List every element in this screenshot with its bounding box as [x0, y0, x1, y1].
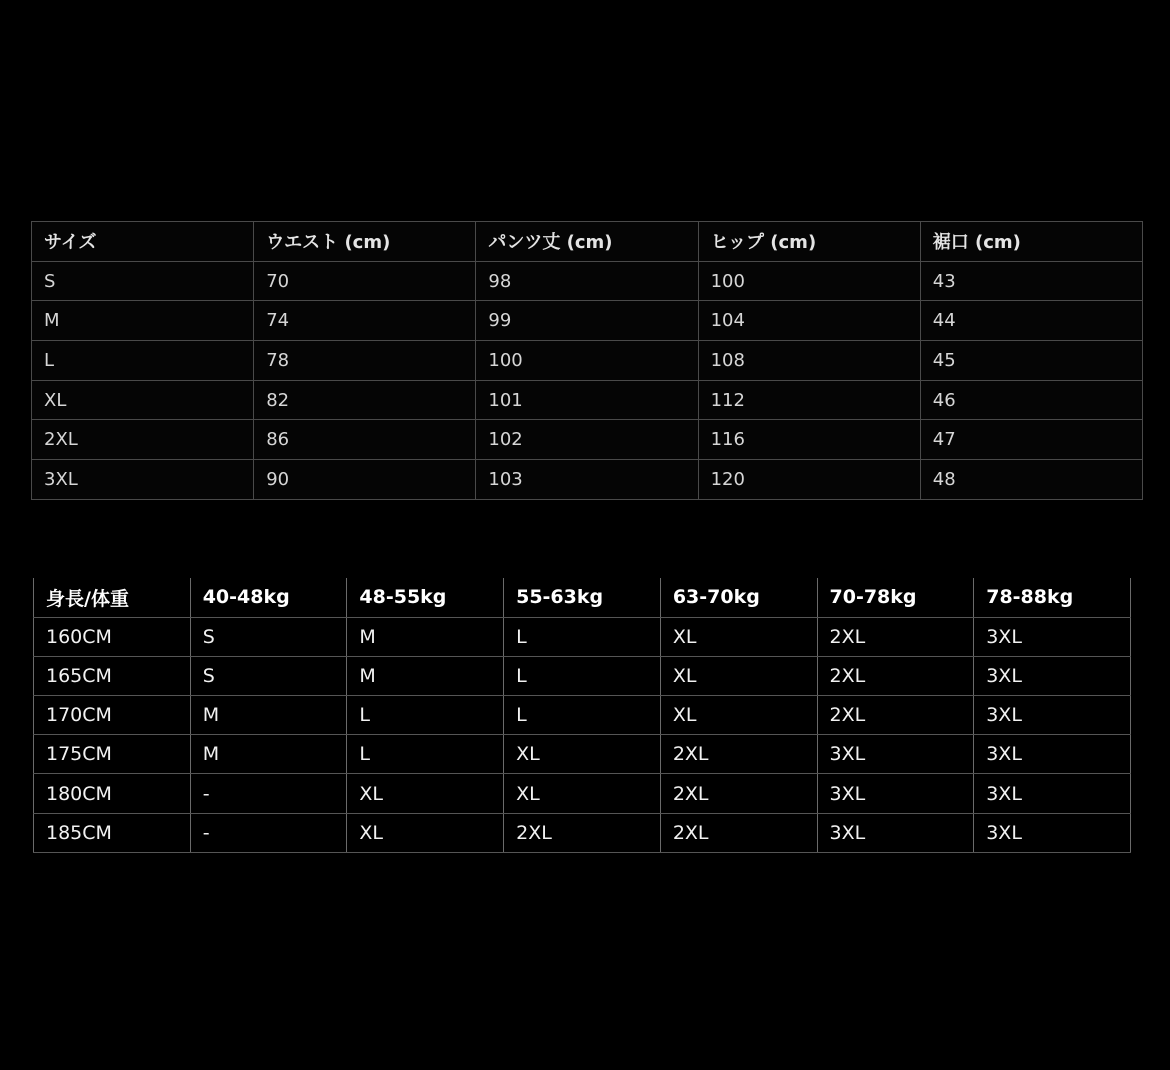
- table-cell: 74: [254, 301, 476, 341]
- table-cell: XL: [660, 696, 817, 735]
- table-cell: 100: [476, 341, 698, 381]
- header-weight-range: 78-88kg: [974, 578, 1131, 617]
- table-cell: XL: [660, 656, 817, 695]
- size-guide-header-row: [34, 578, 1131, 617]
- table-cell: L: [32, 341, 254, 381]
- table-cell: XL: [660, 617, 817, 656]
- measurements-header-row: [32, 222, 1143, 262]
- table-cell: 82: [254, 380, 476, 420]
- table-row: [34, 813, 1131, 852]
- table-cell: XL: [504, 774, 661, 813]
- table-cell: 103: [476, 460, 698, 500]
- table-cell: 102: [476, 420, 698, 460]
- table-cell: 46: [920, 380, 1142, 420]
- table-cell: -: [190, 813, 347, 852]
- header-weight-range: 70-78kg: [817, 578, 974, 617]
- table-cell: 104: [698, 301, 920, 341]
- table-cell: L: [504, 617, 661, 656]
- header-hip: ヒップ (cm): [698, 222, 920, 262]
- table-cell: 2XL: [817, 656, 974, 695]
- table-cell: XL: [504, 735, 661, 774]
- table-cell: 2XL: [32, 420, 254, 460]
- table-cell: 3XL: [974, 656, 1131, 695]
- table-row: [34, 617, 1131, 656]
- table-cell: 78: [254, 341, 476, 381]
- table-cell: XL: [32, 380, 254, 420]
- table-cell: 3XL: [817, 774, 974, 813]
- table-cell: 86: [254, 420, 476, 460]
- table-cell: 48: [920, 460, 1142, 500]
- table-cell: 3XL: [817, 813, 974, 852]
- table-cell: 2XL: [817, 696, 974, 735]
- table-cell: 2XL: [504, 813, 661, 852]
- table-cell: 160CM: [34, 617, 191, 656]
- size-guide-table: [33, 578, 1131, 853]
- table-cell: 2XL: [817, 617, 974, 656]
- header-pants-length: パンツ丈 (cm): [476, 222, 698, 262]
- table-cell: 116: [698, 420, 920, 460]
- table-row: [32, 420, 1143, 460]
- table-cell: 108: [698, 341, 920, 381]
- table-cell: -: [190, 774, 347, 813]
- table-cell: M: [190, 735, 347, 774]
- table-cell: 3XL: [974, 696, 1131, 735]
- header-weight-range: 55-63kg: [504, 578, 661, 617]
- table-cell: 2XL: [660, 774, 817, 813]
- table-row: [32, 341, 1143, 381]
- table-cell: 98: [476, 261, 698, 301]
- table-row: [34, 735, 1131, 774]
- measurements-table: [31, 221, 1143, 500]
- header-hem: 裾口 (cm): [920, 222, 1142, 262]
- table-cell: 120: [698, 460, 920, 500]
- table-cell: 70: [254, 261, 476, 301]
- table-cell: 90: [254, 460, 476, 500]
- table-cell: 45: [920, 341, 1142, 381]
- table-cell: 47: [920, 420, 1142, 460]
- table-cell: 43: [920, 261, 1142, 301]
- table-cell: 2XL: [660, 735, 817, 774]
- table-cell: S: [190, 617, 347, 656]
- table-cell: L: [347, 735, 504, 774]
- table-cell: M: [32, 301, 254, 341]
- table-row: [34, 774, 1131, 813]
- table-cell: L: [504, 696, 661, 735]
- table-row: [32, 460, 1143, 500]
- table-row: [32, 301, 1143, 341]
- table-row: [32, 380, 1143, 420]
- table-cell: L: [347, 696, 504, 735]
- header-waist: ウエスト (cm): [254, 222, 476, 262]
- table-cell: S: [190, 656, 347, 695]
- table-cell: 3XL: [817, 735, 974, 774]
- table-cell: 2XL: [660, 813, 817, 852]
- header-weight-range: 40-48kg: [190, 578, 347, 617]
- header-weight-range: 48-55kg: [347, 578, 504, 617]
- table-row: [34, 696, 1131, 735]
- table-cell: 185CM: [34, 813, 191, 852]
- table-cell: XL: [347, 774, 504, 813]
- table-cell: M: [347, 656, 504, 695]
- table-cell: 3XL: [974, 774, 1131, 813]
- table-cell: 3XL: [32, 460, 254, 500]
- table-cell: 180CM: [34, 774, 191, 813]
- table-cell: S: [32, 261, 254, 301]
- table-cell: 3XL: [974, 735, 1131, 774]
- table-row: [32, 261, 1143, 301]
- table-cell: 101: [476, 380, 698, 420]
- table-cell: 112: [698, 380, 920, 420]
- table-cell: 175CM: [34, 735, 191, 774]
- table-cell: 100: [698, 261, 920, 301]
- table-row: [34, 656, 1131, 695]
- table-cell: 3XL: [974, 617, 1131, 656]
- table-cell: 99: [476, 301, 698, 341]
- table-cell: L: [504, 656, 661, 695]
- table-cell: M: [347, 617, 504, 656]
- table-cell: 170CM: [34, 696, 191, 735]
- header-size: サイズ: [32, 222, 254, 262]
- table-cell: XL: [347, 813, 504, 852]
- header-weight-range: 63-70kg: [660, 578, 817, 617]
- table-cell: 3XL: [974, 813, 1131, 852]
- table-cell: 165CM: [34, 656, 191, 695]
- header-height-weight: 身長/体重: [34, 578, 191, 617]
- table-cell: M: [190, 696, 347, 735]
- table-cell: 44: [920, 301, 1142, 341]
